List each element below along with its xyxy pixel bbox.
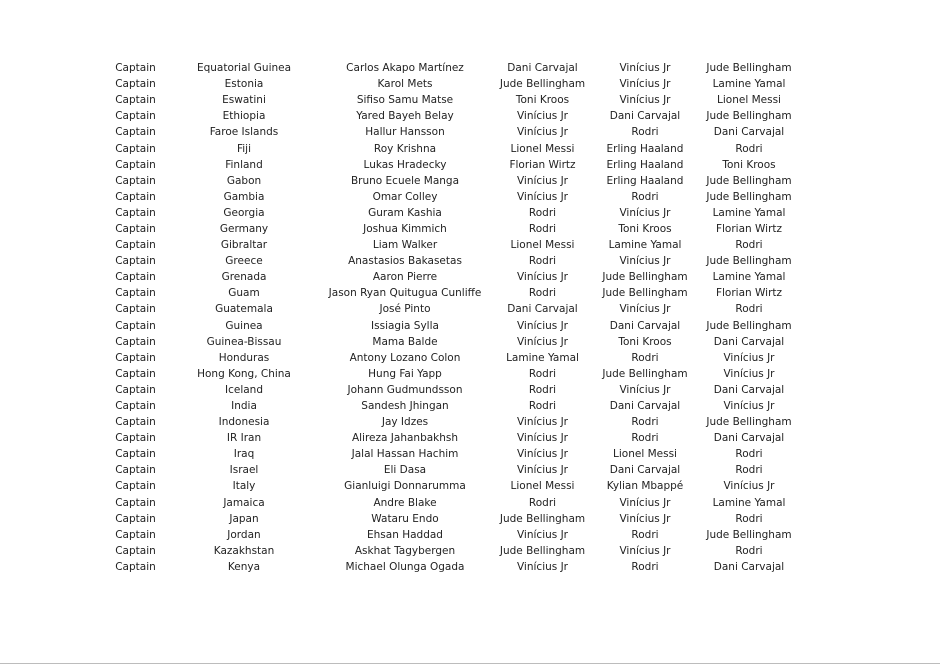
captain-name-cell: Johann Gudmundsson: [347, 383, 463, 396]
captain-name-cell: Omar Colley: [372, 190, 438, 203]
captain-name-cell: Wataru Endo: [371, 512, 439, 525]
role-cell: Captain: [115, 287, 156, 300]
table-row: [98, 76, 798, 92]
captain-name-cell: Ehsan Haddad: [367, 528, 443, 541]
third-choice-cell: Vinícius Jr: [723, 351, 775, 364]
country-cell: Gabon: [226, 174, 262, 187]
second-choice-cell: Jude Bellingham: [602, 271, 688, 284]
captain-name-cell: Lukas Hradecky: [363, 158, 447, 171]
country-cell: Kazakhstan: [213, 544, 275, 557]
country-cell: Indonesia: [218, 416, 270, 429]
third-choice-cell: Jude Bellingham: [706, 528, 792, 541]
first-choice-cell: Rodri: [528, 255, 557, 268]
role-cell: Captain: [115, 206, 156, 219]
first-choice-cell: Rodri: [528, 287, 557, 300]
country-cell: Iraq: [233, 448, 255, 461]
second-choice-cell: Kylian Mbappé: [606, 480, 684, 493]
country-cell: Gambia: [223, 190, 265, 203]
table-row: [98, 495, 798, 511]
captain-name-cell: Aaron Pierre: [372, 271, 438, 284]
captain-name-cell: Askhat Tagybergen: [354, 544, 456, 557]
captain-name-cell: Issiagia Sylla: [371, 319, 439, 332]
second-choice-cell: Jude Bellingham: [602, 367, 688, 380]
third-choice-cell: Lamine Yamal: [712, 78, 786, 91]
role-cell: Captain: [115, 222, 156, 235]
third-choice-cell: Dani Carvajal: [713, 335, 785, 348]
captain-name-cell: Gianluigi Donnarumma: [344, 480, 466, 493]
country-cell: Fiji: [236, 142, 252, 155]
third-choice-cell: Rodri: [735, 142, 763, 155]
second-choice-cell: Vinícius Jr: [619, 383, 671, 396]
captain-name-cell: Liam Walker: [372, 239, 438, 252]
third-choice-cell: Lamine Yamal: [712, 206, 786, 219]
second-choice-cell: Erling Haaland: [606, 158, 684, 171]
captain-name-cell: Roy Krishna: [373, 142, 437, 155]
third-choice-cell: Rodri: [735, 303, 763, 316]
captain-name-cell: José Pinto: [379, 303, 431, 316]
third-choice-cell: Jude Bellingham: [706, 110, 792, 123]
third-choice-cell: Vinícius Jr: [723, 480, 775, 493]
third-choice-cell: Vinícius Jr: [723, 367, 775, 380]
second-choice-cell: Rodri: [631, 528, 659, 541]
second-choice-cell: Vinícius Jr: [619, 94, 671, 107]
table-row: [98, 140, 798, 156]
country-cell: Gibraltar: [220, 239, 268, 252]
table-row: [98, 301, 798, 317]
table-row: [98, 253, 798, 269]
table-row: [98, 398, 798, 414]
third-choice-cell: Vinícius Jr: [723, 400, 775, 413]
captain-name-cell: Andre Blake: [373, 496, 437, 509]
country-cell: Grenada: [221, 271, 267, 284]
captain-name-cell: Carlos Akapo Martínez: [346, 62, 464, 75]
captain-name-cell: Eli Dasa: [383, 464, 427, 477]
second-choice-cell: Jude Bellingham: [602, 287, 688, 300]
role-cell: Captain: [115, 303, 156, 316]
first-choice-cell: Vinícius Jr: [516, 464, 568, 477]
first-choice-cell: Vinícius Jr: [516, 528, 568, 541]
role-cell: Captain: [115, 62, 156, 75]
first-choice-cell: Rodri: [528, 383, 557, 396]
first-choice-cell: Jude Bellingham: [499, 78, 586, 91]
first-choice-cell: Vinícius Jr: [516, 174, 568, 187]
country-cell: Georgia: [223, 206, 265, 219]
country-cell: Ethiopia: [222, 110, 266, 123]
role-cell: Captain: [115, 319, 156, 332]
role-cell: Captain: [115, 351, 156, 364]
role-cell: Captain: [115, 335, 156, 348]
country-cell: Jordan: [227, 528, 261, 541]
voting-table: [98, 60, 798, 575]
second-choice-cell: Dani Carvajal: [609, 110, 681, 123]
table-row: [98, 221, 798, 237]
table-row: [98, 285, 798, 301]
second-choice-cell: Vinícius Jr: [619, 496, 671, 509]
first-choice-cell: Vinícius Jr: [516, 416, 568, 429]
role-cell: Captain: [115, 544, 156, 557]
third-choice-cell: Jude Bellingham: [706, 319, 792, 332]
country-cell: Jamaica: [223, 496, 265, 509]
first-choice-cell: Dani Carvajal: [507, 62, 578, 75]
first-choice-cell: Jude Bellingham: [499, 544, 586, 557]
table-row: [98, 237, 798, 253]
first-choice-cell: Vinícius Jr: [516, 335, 568, 348]
third-choice-cell: Rodri: [735, 448, 763, 461]
country-cell: India: [231, 400, 257, 413]
captain-name-cell: Jason Ryan Quitugua Cunliffe: [328, 287, 482, 300]
second-choice-cell: Dani Carvajal: [609, 464, 681, 477]
country-cell: Eswatini: [222, 94, 266, 107]
table-row: [98, 108, 798, 124]
country-cell: Finland: [225, 158, 263, 171]
country-cell: Germany: [219, 222, 269, 235]
captain-name-cell: Yared Bayeh Belay: [356, 110, 454, 123]
country-cell: Hong Kong, China: [197, 367, 291, 380]
first-choice-cell: Vinícius Jr: [516, 126, 568, 139]
role-cell: Captain: [115, 432, 156, 445]
second-choice-cell: Lionel Messi: [613, 448, 677, 461]
table-row: [98, 350, 798, 366]
table-row: [98, 462, 798, 478]
table-row: [98, 318, 798, 334]
country-cell: IR Iran: [226, 432, 262, 445]
role-cell: Captain: [115, 78, 156, 91]
table-row: [98, 334, 798, 350]
third-choice-cell: Jude Bellingham: [706, 62, 792, 75]
role-cell: Captain: [115, 480, 156, 493]
first-choice-cell: Vinícius Jr: [516, 319, 568, 332]
second-choice-cell: Vinícius Jr: [619, 255, 671, 268]
country-cell: Estonia: [224, 78, 264, 91]
second-choice-cell: Erling Haaland: [606, 142, 684, 155]
country-cell: Greece: [225, 255, 263, 268]
country-cell: Equatorial Guinea: [196, 62, 292, 75]
table-row: [98, 511, 798, 527]
captain-name-cell: Jay Idzes: [381, 416, 429, 429]
role-cell: Captain: [115, 126, 156, 139]
first-choice-cell: Toni Kroos: [515, 94, 570, 107]
first-choice-cell: Rodri: [528, 496, 557, 509]
third-choice-cell: Jude Bellingham: [706, 416, 792, 429]
first-choice-cell: Rodri: [528, 400, 557, 413]
second-choice-cell: Vinícius Jr: [619, 78, 671, 91]
role-cell: Captain: [115, 464, 156, 477]
first-choice-cell: Vinícius Jr: [516, 190, 568, 203]
first-choice-cell: Rodri: [528, 206, 557, 219]
table-row: [98, 430, 798, 446]
third-choice-cell: Lionel Messi: [717, 94, 781, 107]
role-cell: Captain: [115, 239, 156, 252]
table-row: [98, 92, 798, 108]
third-choice-cell: Dani Carvajal: [713, 432, 785, 445]
captain-name-cell: Anastasios Bakasetas: [348, 255, 462, 268]
table-row: [98, 527, 798, 543]
country-cell: Guam: [228, 287, 260, 300]
table-row: [98, 124, 798, 140]
captain-name-cell: Alireza Jahanbakhsh: [351, 432, 459, 445]
second-choice-cell: Dani Carvajal: [609, 400, 681, 413]
country-cell: Guatemala: [215, 303, 273, 316]
second-choice-cell: Vinícius Jr: [619, 544, 671, 557]
second-choice-cell: Lamine Yamal: [608, 239, 682, 252]
second-choice-cell: Vinícius Jr: [619, 512, 671, 525]
first-choice-cell: Rodri: [528, 367, 557, 380]
first-choice-cell: Lamine Yamal: [506, 351, 579, 364]
country-cell: Israel: [229, 464, 259, 477]
third-choice-cell: Dani Carvajal: [713, 126, 785, 139]
table-row: [98, 205, 798, 221]
second-choice-cell: Vinícius Jr: [619, 206, 671, 219]
role-cell: Captain: [115, 448, 156, 461]
captain-name-cell: Hung Fai Yapp: [368, 367, 442, 380]
table-row: [98, 157, 798, 173]
table-row: [98, 366, 798, 382]
first-choice-cell: Lionel Messi: [510, 239, 575, 252]
country-cell: Guinea: [225, 319, 263, 332]
captain-name-cell: Guram Kashia: [368, 206, 442, 219]
first-choice-cell: Jude Bellingham: [499, 512, 586, 525]
third-choice-cell: Rodri: [735, 239, 763, 252]
second-choice-cell: Erling Haaland: [606, 174, 684, 187]
role-cell: Captain: [115, 110, 156, 123]
third-choice-cell: Florian Wirtz: [715, 287, 783, 300]
role-cell: Captain: [115, 416, 156, 429]
third-choice-cell: Dani Carvajal: [713, 383, 785, 396]
third-choice-cell: Jude Bellingham: [706, 174, 792, 187]
third-choice-cell: Jude Bellingham: [706, 255, 792, 268]
country-cell: Italy: [232, 480, 256, 493]
table-row: [98, 189, 798, 205]
third-choice-cell: Rodri: [735, 512, 763, 525]
second-choice-cell: Dani Carvajal: [609, 319, 681, 332]
second-choice-cell: Rodri: [631, 416, 659, 429]
third-choice-cell: Lamine Yamal: [712, 496, 786, 509]
second-choice-cell: Toni Kroos: [618, 222, 672, 235]
third-choice-cell: Rodri: [735, 544, 763, 557]
second-choice-cell: Rodri: [631, 560, 659, 573]
role-cell: Captain: [115, 512, 156, 525]
voting-table-body: [98, 60, 798, 575]
role-cell: Captain: [115, 271, 156, 284]
country-cell: Kenya: [227, 560, 261, 573]
captain-name-cell: Bruno Ecuele Manga: [350, 174, 460, 187]
role-cell: Captain: [115, 400, 156, 413]
captain-name-cell: Michael Olunga Ogada: [345, 560, 465, 573]
table-row: [98, 382, 798, 398]
table-row: [98, 446, 798, 462]
role-cell: Captain: [115, 560, 156, 573]
second-choice-cell: Vinícius Jr: [619, 62, 671, 75]
first-choice-cell: Florian Wirtz: [509, 158, 576, 171]
role-cell: Captain: [115, 174, 156, 187]
table-row: [98, 414, 798, 430]
first-choice-cell: Vinícius Jr: [516, 271, 568, 284]
role-cell: Captain: [115, 383, 156, 396]
role-cell: Captain: [115, 367, 156, 380]
country-cell: Guinea-Bissau: [206, 335, 282, 348]
table-row: [98, 543, 798, 559]
captain-name-cell: Mama Balde: [372, 335, 438, 348]
role-cell: Captain: [115, 158, 156, 171]
captain-name-cell: Sandesh Jhingan: [361, 400, 449, 413]
role-cell: Captain: [115, 142, 156, 155]
role-cell: Captain: [115, 528, 156, 541]
captain-name-cell: Karol Mets: [377, 78, 433, 91]
first-choice-cell: Lionel Messi: [510, 480, 575, 493]
third-choice-cell: Toni Kroos: [722, 158, 776, 171]
country-cell: Faroe Islands: [209, 126, 279, 139]
captain-name-cell: Jalal Hassan Hachim: [351, 448, 459, 461]
third-choice-cell: Lamine Yamal: [712, 271, 786, 284]
second-choice-cell: Vinícius Jr: [619, 303, 671, 316]
second-choice-cell: Rodri: [631, 126, 659, 139]
first-choice-cell: Vinícius Jr: [516, 448, 568, 461]
third-choice-cell: Florian Wirtz: [715, 222, 783, 235]
second-choice-cell: Toni Kroos: [618, 335, 672, 348]
third-choice-cell: Dani Carvajal: [713, 560, 785, 573]
role-cell: Captain: [115, 94, 156, 107]
first-choice-cell: Dani Carvajal: [507, 303, 578, 316]
table-row: [98, 478, 798, 494]
table-row: [98, 60, 798, 76]
third-choice-cell: Rodri: [735, 464, 763, 477]
captain-name-cell: Joshua Kimmich: [363, 222, 447, 235]
role-cell: Captain: [115, 190, 156, 203]
table-row: [98, 559, 798, 575]
role-cell: Captain: [115, 496, 156, 509]
second-choice-cell: Rodri: [631, 432, 659, 445]
country-cell: Japan: [229, 512, 259, 525]
captain-name-cell: Hallur Hansson: [365, 126, 445, 139]
second-choice-cell: Rodri: [631, 190, 659, 203]
first-choice-cell: Vinícius Jr: [516, 432, 568, 445]
second-choice-cell: Rodri: [631, 351, 659, 364]
first-choice-cell: Vinícius Jr: [516, 560, 568, 573]
captain-name-cell: Sifiso Samu Matse: [356, 94, 454, 107]
role-cell: Captain: [115, 255, 156, 268]
country-cell: Honduras: [218, 351, 270, 364]
first-choice-cell: Lionel Messi: [510, 142, 575, 155]
captain-name-cell: Antony Lozano Colon: [349, 351, 461, 364]
country-cell: Iceland: [224, 383, 263, 396]
table-row: [98, 269, 798, 285]
third-choice-cell: Jude Bellingham: [706, 190, 792, 203]
table-row: [98, 173, 798, 189]
first-choice-cell: Vinícius Jr: [516, 110, 568, 123]
first-choice-cell: Rodri: [528, 222, 557, 235]
